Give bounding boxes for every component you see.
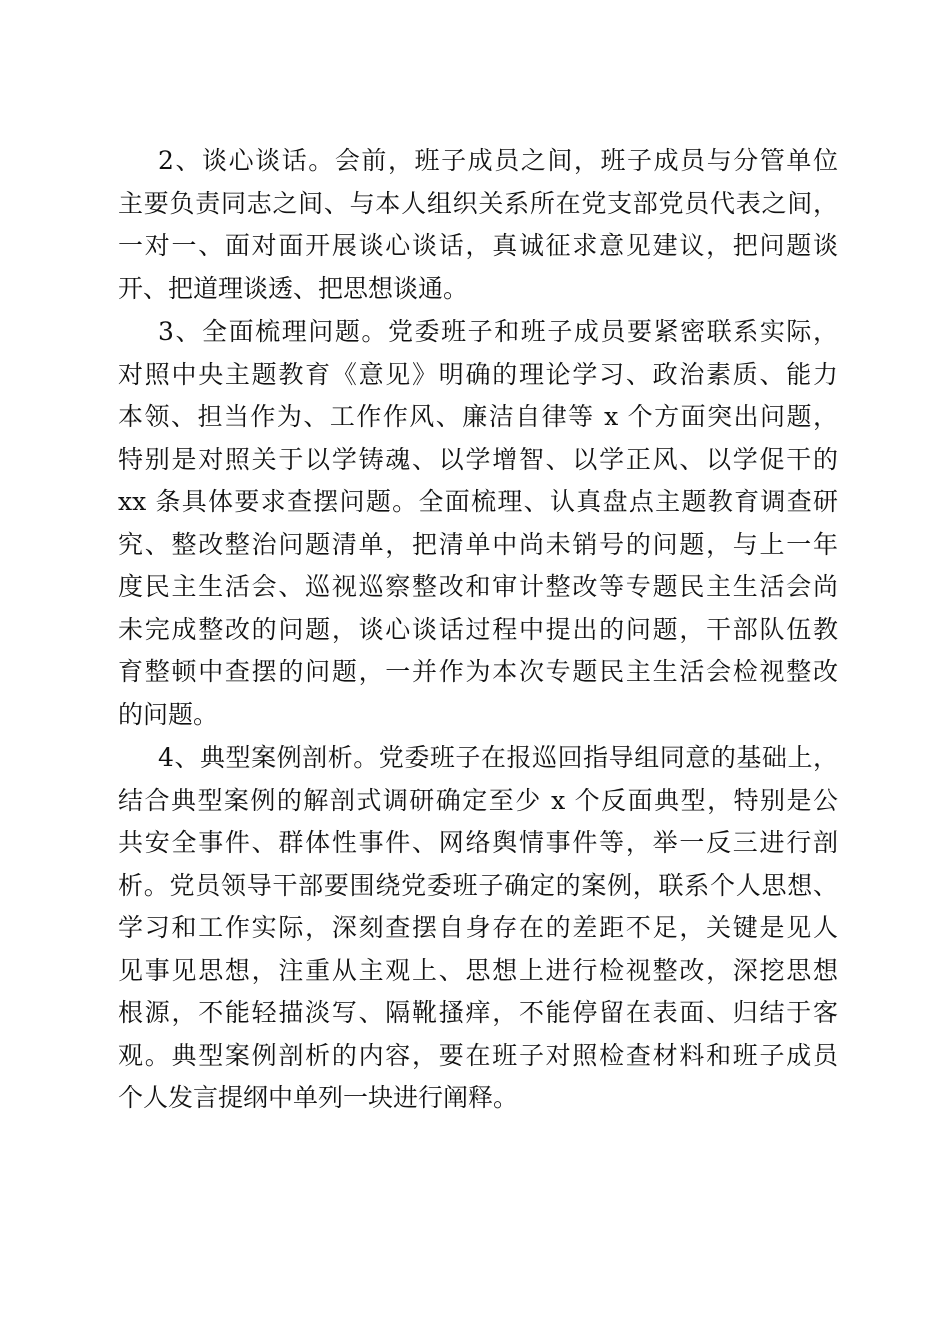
paragraph-line: 究、整改整治问题清单，把清单中尚未销号的问题，与上一年 bbox=[118, 529, 838, 559]
paragraph-line: 见事见思想，注重从主观上、思想上进行检视整改，深挖思想 bbox=[118, 955, 838, 985]
paragraph-line: xx 条具体要求查摆问题。全面梳理、认真盘点主题教育调查研 bbox=[118, 487, 838, 516]
paragraph-line: 根源，不能轻描淡写、隔靴搔痒，不能停留在表面、归结于客 bbox=[118, 998, 838, 1027]
paragraph-line: 本领、担当作为、工作作风、廉洁自律等 x 个方面突出问题， bbox=[118, 402, 838, 431]
paragraph-line: 3、全面梳理问题。党委班子和班子成员要紧密联系实际， bbox=[158, 317, 838, 346]
paragraph-line: 开、把道理谈透、把思想谈通。 bbox=[118, 273, 469, 303]
paragraph-line: 特别是对照关于以学铸魂、以学增智、以学正风、以学促干的 bbox=[118, 444, 838, 474]
paragraph-item-2 bbox=[118, 140, 838, 310]
paragraph-line: 析。党员领导干部要围绕党委班子确定的案例，联系个人思想、 bbox=[118, 870, 838, 900]
paragraph-line: 一对一、面对面开展谈心谈话，真诚征求意见建议，把问题谈 bbox=[118, 231, 838, 260]
paragraph-line: 2、谈心谈话。会前，班子成员之间，班子成员与分管单位 bbox=[158, 146, 838, 175]
paragraph-line: 个人发言提纲中单列一块进行阐释。 bbox=[118, 1083, 519, 1112]
paragraph-line: 育整顿中查摆的问题，一并作为本次专题民主生活会检视整改 bbox=[118, 657, 838, 686]
paragraph-line: 未完成整改的问题，谈心谈话过程中提出的问题，干部队伍教 bbox=[118, 614, 838, 644]
document-body bbox=[118, 140, 838, 1121]
paragraph-line: 4、典型案例剖析。党委班子在报巡回指导组同意的基础上， bbox=[158, 743, 838, 772]
paragraph-item-3 bbox=[118, 311, 838, 736]
paragraph-line: 对照中央主题教育《意见》明确的理论学习、政治素质、能力 bbox=[118, 359, 838, 389]
paragraph-line: 主要负责同志之间、与本人组织关系所在党支部党员代表之间， bbox=[118, 188, 838, 218]
paragraph-item-4 bbox=[118, 737, 838, 1120]
paragraph-line: 度民主生活会、巡视巡察整改和审计整改等专题民主生活会尚 bbox=[118, 572, 838, 601]
paragraph-line: 的问题。 bbox=[118, 699, 219, 729]
paragraph-line: 观。典型案例剖析的内容，要在班子对照检查材料和班子成员 bbox=[118, 1040, 838, 1070]
paragraph-line: 学习和工作实际，深刻查摆自身存在的差距不足，关键是见人 bbox=[118, 913, 838, 942]
paragraph-line: 共安全事件、群体性事件、网络舆情事件等，举一反三进行剖 bbox=[118, 828, 838, 857]
paragraph-line: 结合典型案例的解剖式调研确定至少 x 个反面典型，特别是公 bbox=[118, 785, 838, 815]
